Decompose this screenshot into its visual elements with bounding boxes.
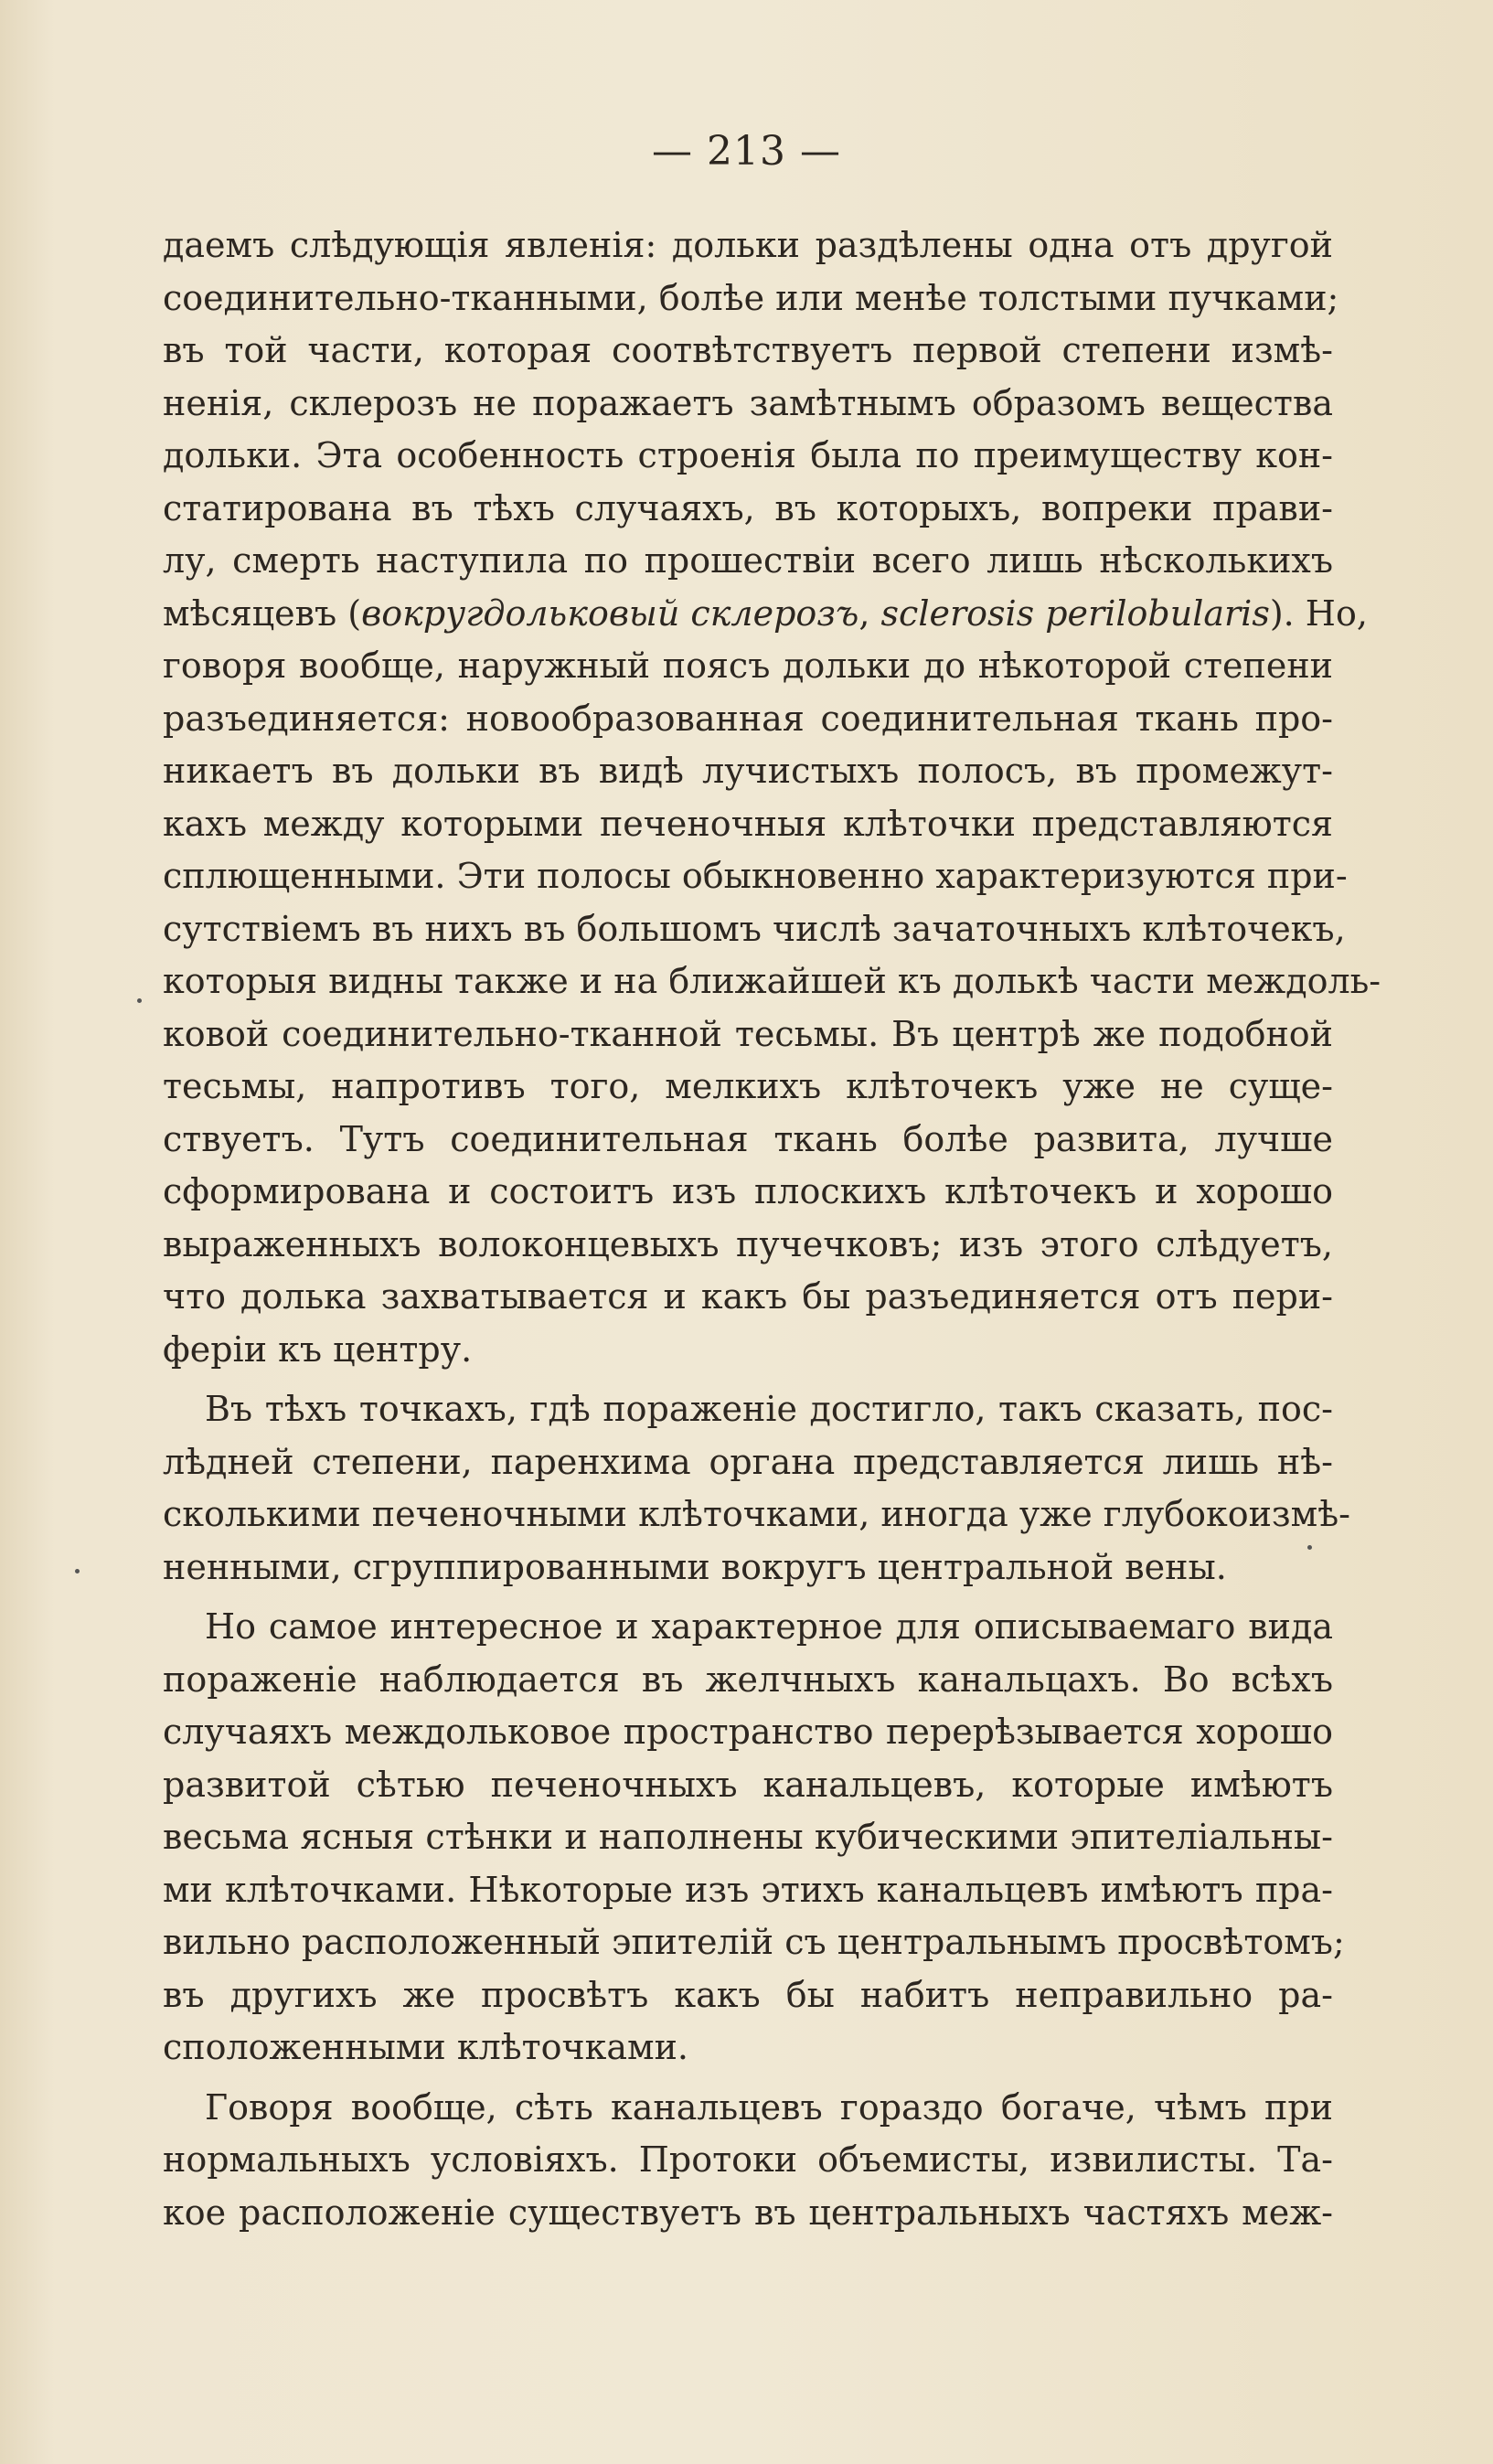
text-line: разъединяется: новообразованная соединительная ткань про- [163, 698, 1333, 739]
text-line: даемъ слѣдующія явленія: дольки раздѣлены одна отъ другой [163, 225, 1333, 265]
text-line: дольки. Эта особенность строенія была по преимуществу кон- [163, 435, 1333, 475]
text-run: , [858, 592, 881, 634]
text-line: въ другихъ же просвѣтъ какъ бы набитъ неправильно ра- [163, 1974, 1333, 2015]
text-line: статирована въ тѣхъ случаяхъ, въ которыхъ, вопреки прави- [163, 487, 1333, 528]
text-line: сплющенными. Эти полосы обыкновенно характеризуются при- [163, 856, 1348, 896]
text-line: вильно расположенный эпителій съ центральнымъ просвѣтомъ; [163, 1922, 1345, 1962]
text-line: никаетъ въ дольки въ видѣ лучистыхъ полосъ, въ промежут- [163, 751, 1333, 791]
text-line: ненными, сгруппированными вокругъ центральной вены. [163, 1546, 1227, 1587]
page-number: — 213 — [652, 128, 841, 175]
text-line: Говоря вообще, сѣть канальцевъ гораздо богаче, чѣмъ при [205, 2086, 1333, 2128]
ink-speck [75, 1569, 80, 1573]
text-line: Но самое интересное и характерное для описываемаго вида [205, 1606, 1333, 1647]
text-line: выраженныхъ волоконцевыхъ пучечковъ; изъ этого слѣдуетъ, [163, 1223, 1333, 1264]
text-line: феріи къ центру. [163, 1328, 473, 1370]
ink-speck [137, 998, 142, 1003]
text-line: кое расположеніе существуетъ въ центральныхъ частяхъ меж- [163, 2192, 1333, 2233]
latin-term: sclerosis perilobularis [880, 592, 1270, 634]
text-line: сколькими печеночными клѣточками, иногда уже глубокоизмѣ- [163, 1494, 1350, 1534]
text-line: которыя видны также и на ближайшей къ долькѣ части междоль- [163, 961, 1381, 1001]
text-line: ствуетъ. Тутъ соединительная ткань болѣе развита, лучше [163, 1118, 1333, 1159]
text-line: ненія, склерозъ не поражаетъ замѣтнымъ образомъ вещества [163, 382, 1333, 423]
text-line: Въ тѣхъ точкахъ, гдѣ пораженіе достигло, такъ сказать, пос- [205, 1389, 1333, 1429]
text-line: тесьмы, напротивъ того, мелкихъ клѣточекъ уже не суще- [163, 1066, 1333, 1106]
italic-term: вокругдольковый склерозъ [361, 592, 859, 634]
text-line: ковой соединительно-тканной тесьмы. Въ центрѣ же подобной [163, 1013, 1333, 1054]
text-line: соединительно-тканными, болѣе или менѣе толстыми пучками; [163, 277, 1339, 318]
text-run: мѣсяцевъ ( [163, 592, 362, 634]
text-line: лѣдней степени, паренхима органа представляется лишь нѣ- [163, 1441, 1333, 1482]
text-line: пораженіе наблюдается въ желчныхъ канальцахъ. Во всѣхъ [163, 1659, 1333, 1700]
text-line: въ той части, которая соотвѣтствуетъ первой степени измѣ- [163, 330, 1333, 370]
text-line: лу, смерть наступила по прошествіи всего лишь нѣсколькихъ [163, 540, 1333, 581]
text-line: ми клѣточками. Нѣкоторые изъ этихъ канальцевъ имѣютъ пра- [163, 1869, 1333, 1910]
text-line: случаяхъ междольковое пространство перерѣзывается хорошо [163, 1712, 1333, 1752]
text-line: говоря вообще, наружный поясъ дольки до нѣкоторой степени [163, 645, 1333, 686]
text-run: ). Но, [1269, 592, 1368, 634]
text-line: нормальныхъ условіяхъ. Протоки объемисты, извилисты. Та- [163, 2139, 1333, 2180]
text-line: кахъ между которыми печеночныя клѣточки представляются [163, 803, 1333, 844]
text-line: весьма ясныя стѣнки и наполнены кубическими эпителіальны- [163, 1817, 1333, 1857]
ink-speck [1307, 1545, 1312, 1550]
text-line: что долька захватывается и какъ бы разъединяется отъ пери- [163, 1276, 1333, 1317]
text-line: сутствіемъ въ нихъ въ большомъ числѣ зачаточныхъ клѣточекъ, [163, 908, 1346, 949]
text-line: сположенными клѣточками. [163, 2027, 689, 2067]
text-line-with-italics [163, 588, 1368, 641]
text-line: развитой сѣтью печеночныхъ канальцевъ, которые имѣютъ [163, 1764, 1333, 1805]
text-line: сформирована и состоитъ изъ плоскихъ клѣточекъ и хорошо [163, 1171, 1333, 1211]
body-text [163, 219, 1381, 2239]
